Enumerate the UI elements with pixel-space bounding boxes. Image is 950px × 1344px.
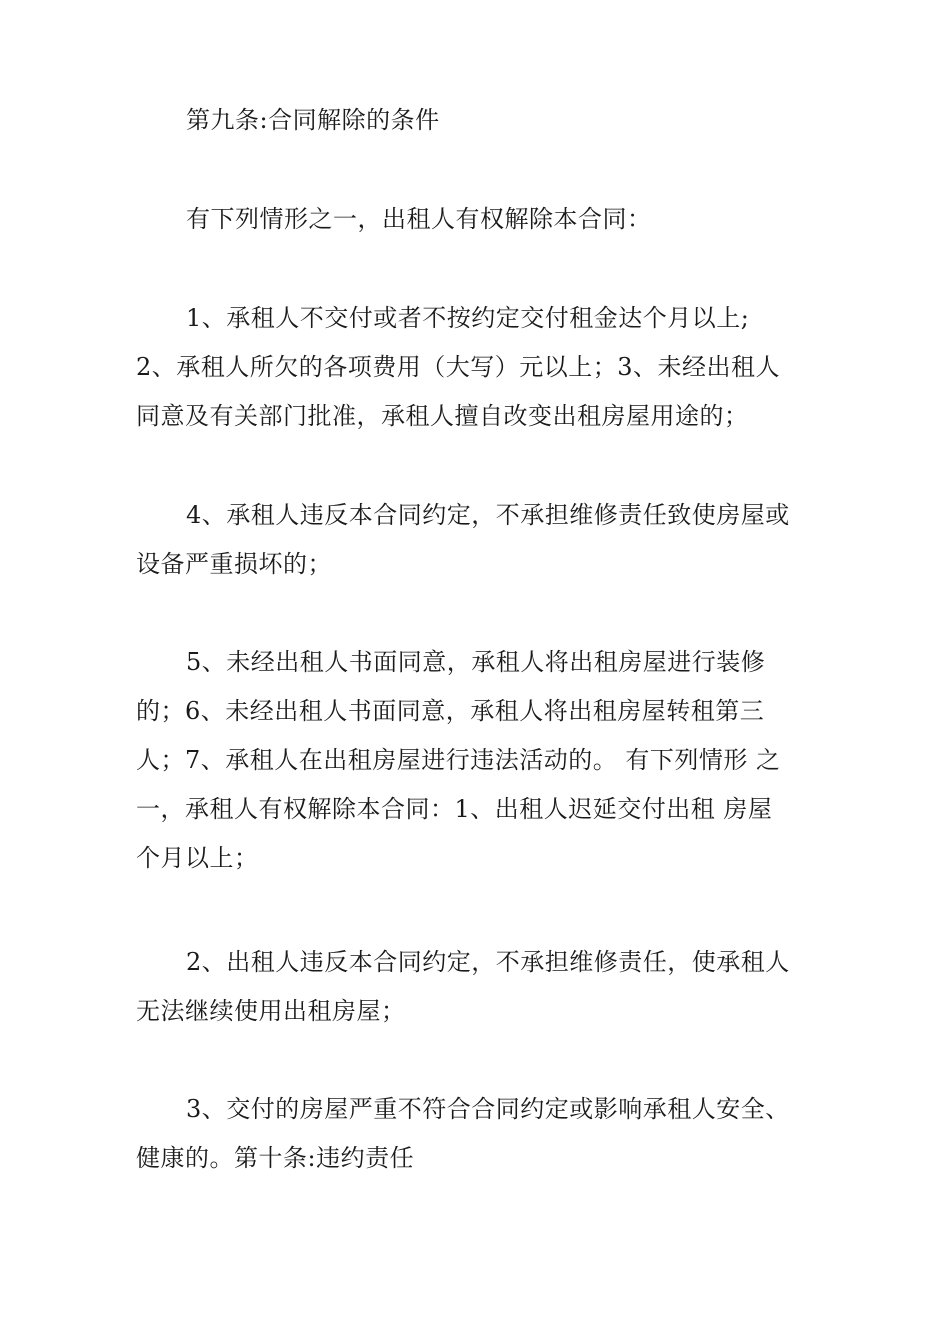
text-line: 2、承租人所欠的各项费用（大写）元以上；3、未经出租人 [136,353,781,381]
text-line: 有下列情形之一，出租人有权解除本合同： [186,205,652,233]
section-heading-article-9 [136,96,826,145]
text-line: 1、承租人不交付或者不按约定交付租金达个月以上; [186,304,750,332]
paragraph-lessee-termination-item-2 [136,938,826,1036]
text-line: 4、承租人违反本合同约定，不承担维修责任致使房屋或 [186,501,790,529]
text-line: 无法继续使用出租房屋； [136,997,406,1025]
text-line: 第九条:合同解除的条件 [186,106,440,134]
text-line: 人；7、承租人在出租房屋进行违法活动的。 有下列情形 之 [136,746,781,774]
text-line: 2、出租人违反本合同约定，不承担维修责任，使承租人 [186,948,790,976]
text-line: 设备严重损坏的； [136,550,332,578]
text-line: 3、交付的房屋严重不符合合同约定或影响承租人安全、 [186,1095,790,1123]
paragraph-lessor-termination-item-4 [136,491,826,589]
paragraph-lessor-termination-items-1-3 [136,294,826,441]
text-line: 健康的。第十条:违约责任 [136,1144,415,1172]
paragraph-termination-items-5-7-and-lessee-rights [136,638,826,883]
text-line: 同意及有关部门批准，承租人擅自改变出租房屋用途的； [136,402,749,430]
text-line: 的；6、未经出租人书面同意，承租人将出租房屋转租第三 [136,697,765,725]
paragraph-lessee-termination-item-3-and-article-10 [136,1085,826,1183]
text-line: 一，承租人有权解除本合同：1、出租人迟延交付出租 房屋 [136,795,773,823]
paragraph-lessor-termination-intro [136,195,826,244]
text-line: 5、未经出租人书面同意，承租人将出租房屋进行装修 [186,648,766,676]
text-line: 个月以上； [136,844,259,872]
